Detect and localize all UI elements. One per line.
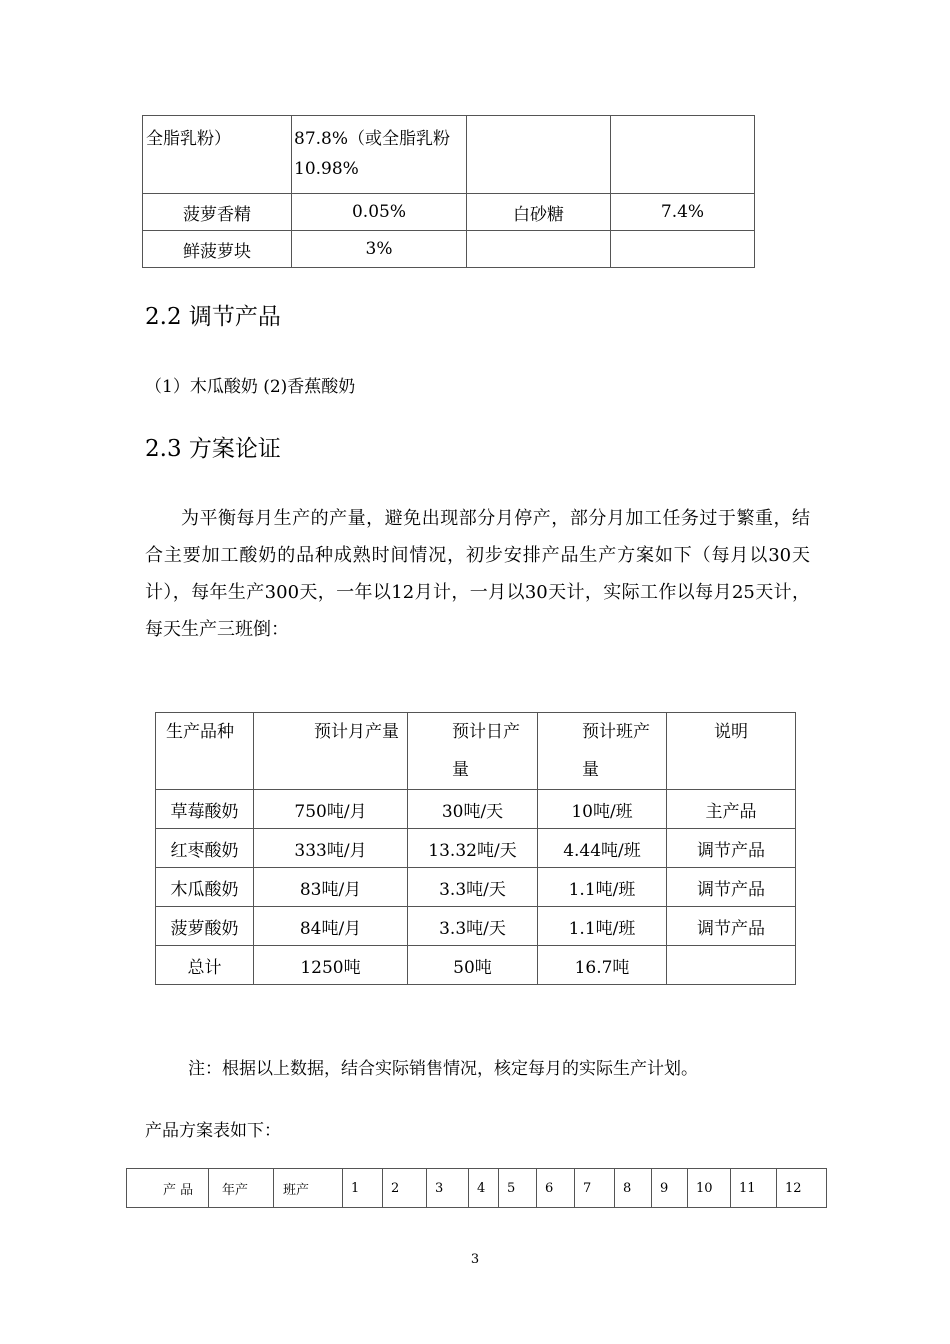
table-row <box>156 907 796 946</box>
table-cell: 50吨 <box>408 946 538 985</box>
header-cell: 10 <box>688 1169 731 1208</box>
table-cell: 10吨/班 <box>538 790 667 829</box>
header-cell: 5 <box>499 1169 537 1208</box>
table-cell: 3.3吨/天 <box>408 868 538 907</box>
table-cell: 菠萝酸奶 <box>156 907 254 946</box>
table-cell: 总计 <box>156 946 254 985</box>
table-row <box>156 946 796 985</box>
plan-table <box>126 1168 827 1208</box>
table-cell: 87.8%（或全脂乳粉10.98% <box>292 116 467 194</box>
table-cell: 白砂糖 <box>467 194 611 231</box>
table-cell: 83吨/月 <box>254 868 408 907</box>
table-cell: 3.3吨/天 <box>408 907 538 946</box>
header-cell: 预计班产量 <box>538 713 667 790</box>
plan-caption: 产品方案表如下： <box>145 1121 281 1141</box>
header-cell: 3 <box>427 1169 469 1208</box>
table-cell: 13.32吨/天 <box>408 829 538 868</box>
table-cell: 3% <box>292 231 467 268</box>
table-cell <box>611 116 755 194</box>
table-cell: 750吨/月 <box>254 790 408 829</box>
table-row <box>156 790 796 829</box>
header-cell: 说明 <box>667 713 796 790</box>
table-cell: 红枣酸奶 <box>156 829 254 868</box>
header-cell: 9 <box>652 1169 688 1208</box>
table-cell <box>467 231 611 268</box>
header-cell: 6 <box>537 1169 575 1208</box>
header-cell: 生产品种 <box>156 713 254 790</box>
ingredient-table <box>142 115 755 268</box>
table-header-row <box>127 1169 827 1208</box>
table-cell: 1.1吨/班 <box>538 907 667 946</box>
production-table <box>155 712 796 985</box>
table-row <box>143 116 755 194</box>
table-cell: 1250吨 <box>254 946 408 985</box>
header-cell: 12 <box>777 1169 827 1208</box>
table-cell: 调节产品 <box>667 829 796 868</box>
table-header-row <box>156 713 796 790</box>
table-cell: 鲜菠萝块 <box>143 231 292 268</box>
table-cell: 草莓酸奶 <box>156 790 254 829</box>
table-row <box>156 829 796 868</box>
table-row <box>156 868 796 907</box>
page-number: 3 <box>470 1252 480 1267</box>
header-cell: 8 <box>615 1169 652 1208</box>
header-cell: 年产 <box>209 1169 274 1208</box>
table-cell: 主产品 <box>667 790 796 829</box>
table-cell: 7.4% <box>611 194 755 231</box>
table-cell <box>667 946 796 985</box>
section-items: （1）木瓜酸奶 (2)香蕉酸奶 <box>145 377 356 397</box>
body-paragraph: 为平衡每月生产的产量，避免出现部分月停产，部分月加工任务过于繁重，结合主要加工酸奶的品种成熟时间情况，初步安排产品生产方案如下（每月以30天计），每年生产300天，一年以12月计，一月以30天计，实际工作以每月25天计，每天生产三班倒： <box>145 508 810 640</box>
header-cell: 预计日产量 <box>408 713 538 790</box>
table-cell: 84吨/月 <box>254 907 408 946</box>
table-cell: 菠萝香精 <box>143 194 292 231</box>
header-cell: 4 <box>469 1169 499 1208</box>
table-cell: 调节产品 <box>667 868 796 907</box>
section-heading-2-3: 2.3 方案论证 <box>145 436 281 462</box>
header-cell: 7 <box>575 1169 615 1208</box>
header-cell: 1 <box>343 1169 383 1208</box>
header-cell: 产 品 <box>127 1169 209 1208</box>
header-cell: 预计月产量 <box>254 713 408 790</box>
table-cell: 16.7吨 <box>538 946 667 985</box>
header-cell: 2 <box>383 1169 427 1208</box>
table-cell: 1.1吨/班 <box>538 868 667 907</box>
note-text: 注：根据以上数据，结合实际销售情况，核定每月的实际生产计划。 <box>188 1059 698 1079</box>
table-cell: 木瓜酸奶 <box>156 868 254 907</box>
table-row <box>143 231 755 268</box>
table-cell: 全脂乳粉） <box>143 116 292 194</box>
table-cell: 30吨/天 <box>408 790 538 829</box>
table-cell: 0.05% <box>292 194 467 231</box>
header-cell: 11 <box>731 1169 777 1208</box>
table-row <box>143 194 755 231</box>
table-cell: 4.44吨/班 <box>538 829 667 868</box>
header-cell: 班产 <box>274 1169 343 1208</box>
table-cell: 333吨/月 <box>254 829 408 868</box>
table-cell <box>611 231 755 268</box>
table-cell <box>467 116 611 194</box>
table-cell: 调节产品 <box>667 907 796 946</box>
section-heading-2-2: 2.2 调节产品 <box>145 304 281 330</box>
